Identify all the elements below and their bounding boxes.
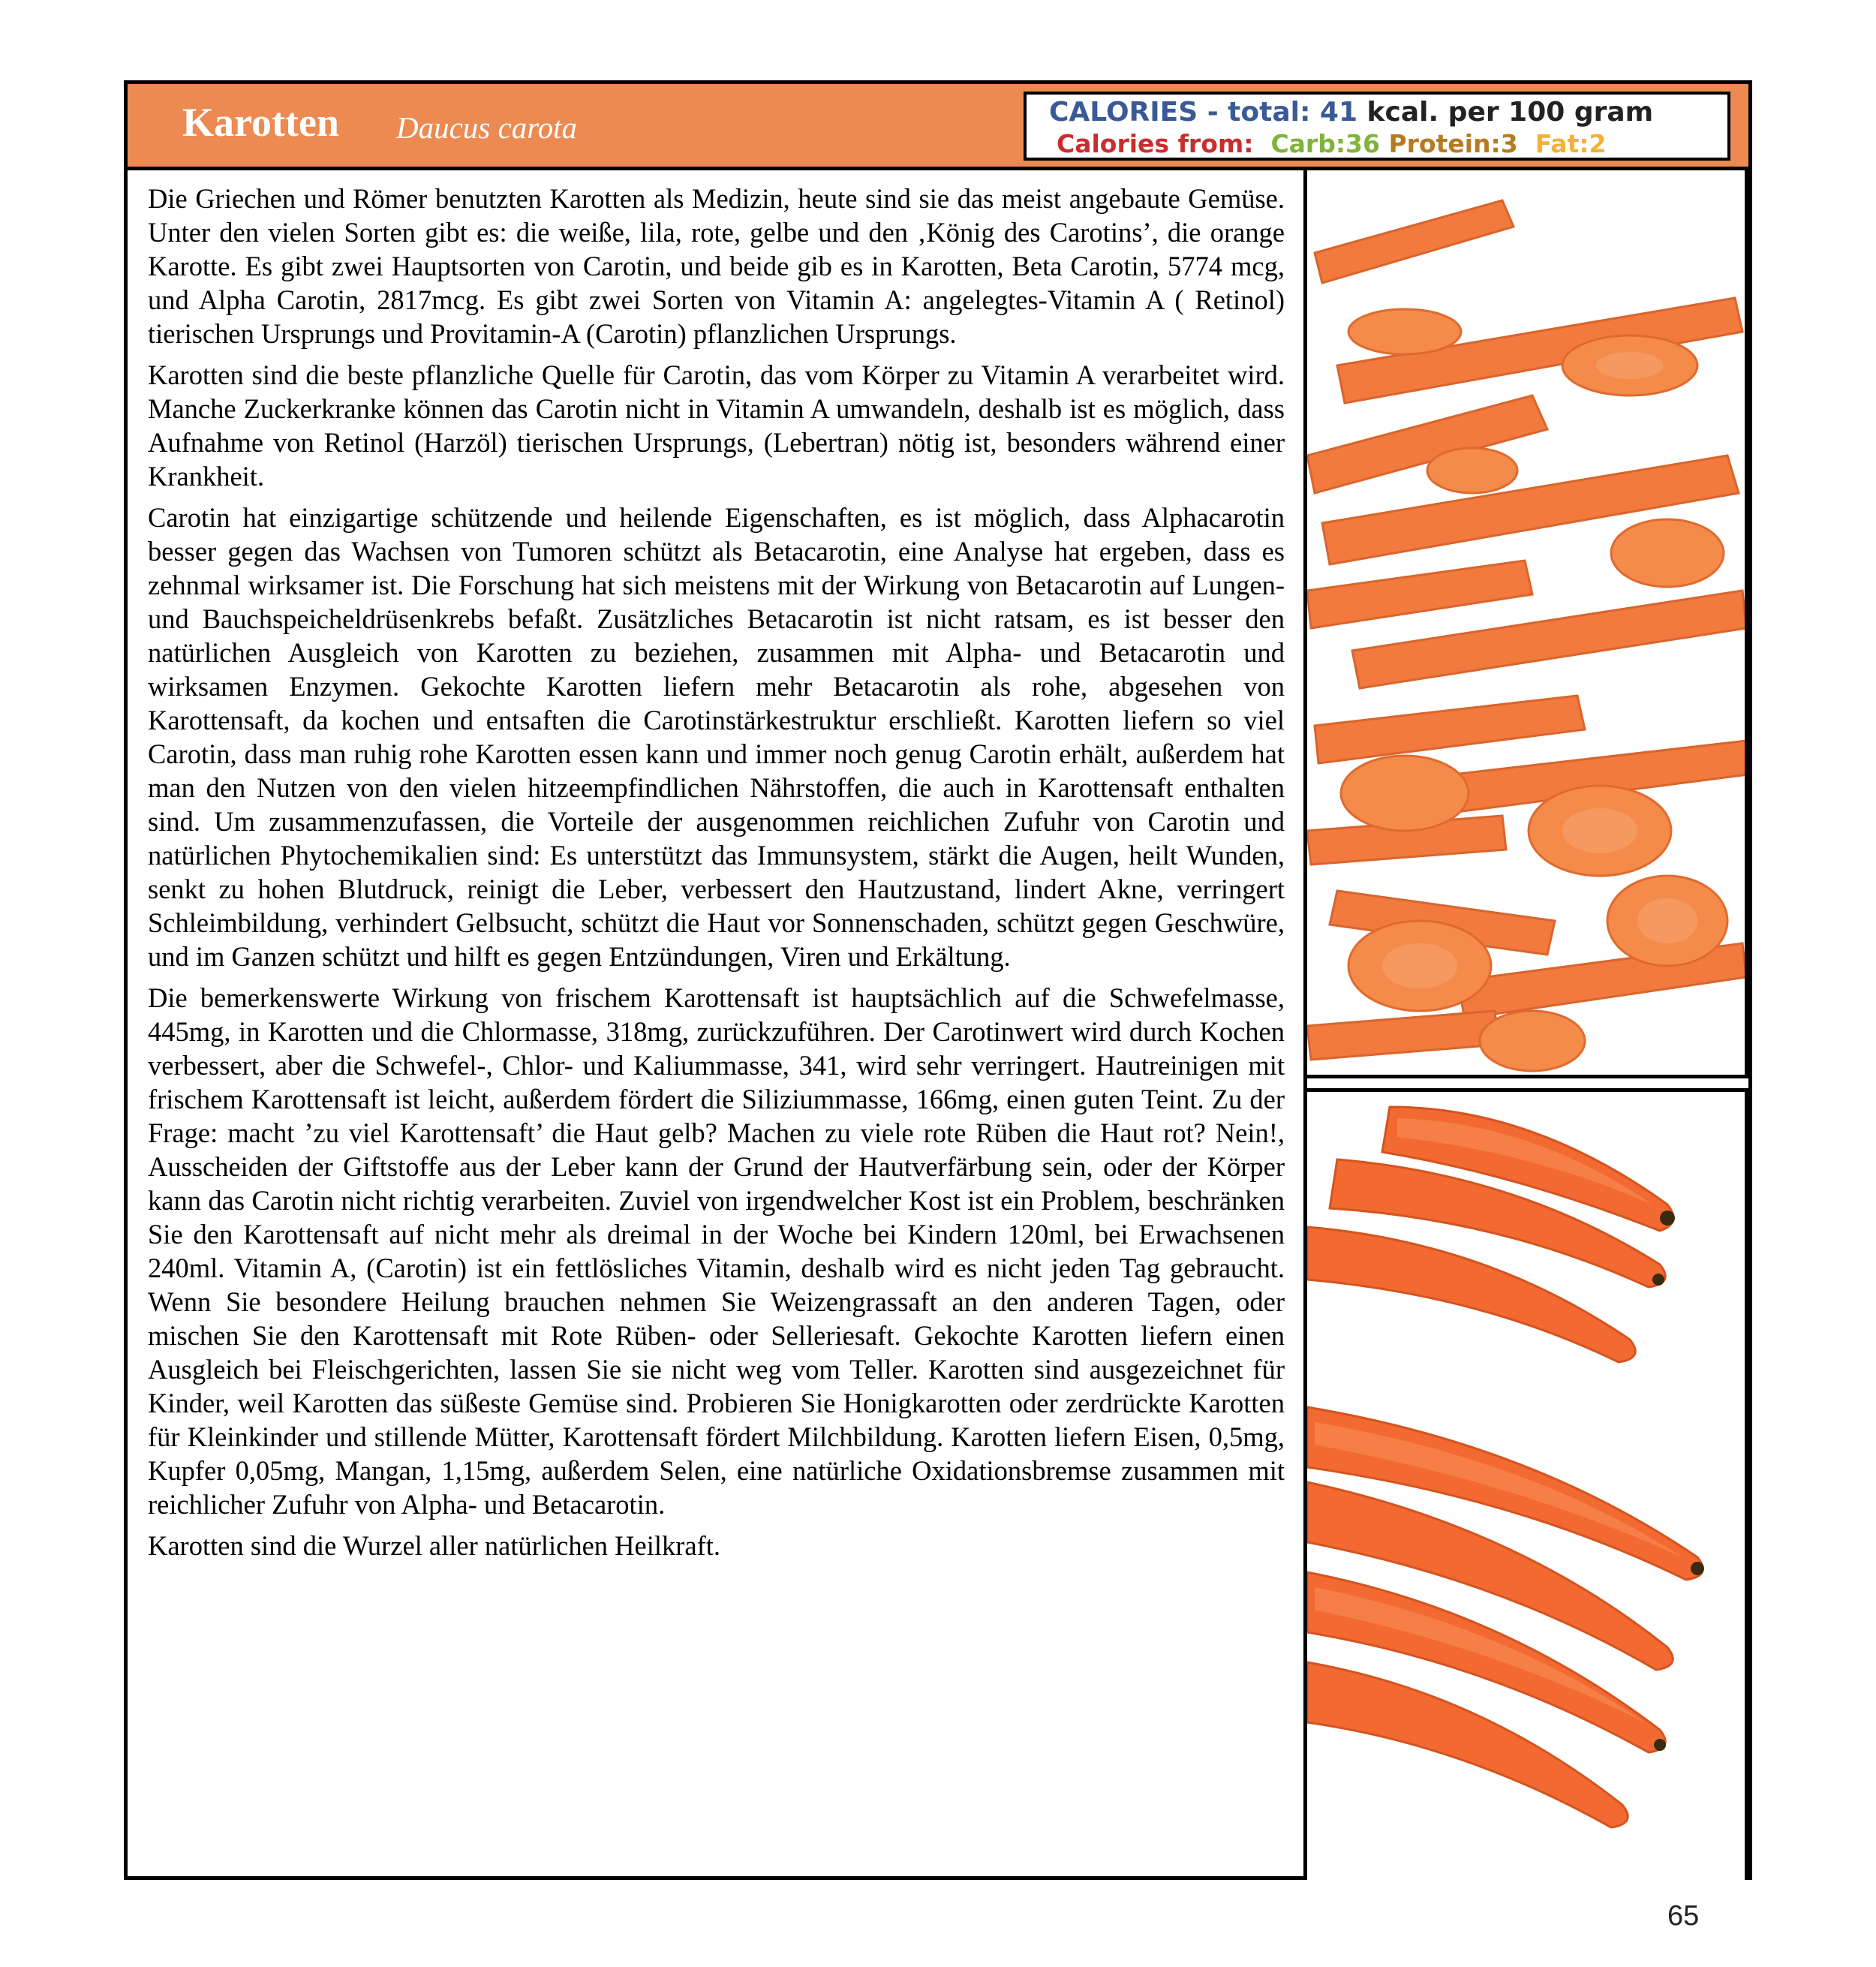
paragraph: Die Griechen und Römer benutzten Karotten als Medizin, heute sind sie das meist angebaute Gemüse. Unter den vielen Sorten gibt es: die weiße, lila, rote, gelbe und den ‚König des Carotins’, die orange Karotte. Es gibt zwei Hauptsorten von Carotin, und beide gib es in Karotten, Beta Carotin, 5774 mcg, und Alpha Carotin, 2817mcg. Es gibt zwei Sorten von Vitamin A: angelegtes-Vitamin A ( Retinol) tierischen Ursprungs und Provitamin-A (Carotin) pflanzlichen Ursprungs. [148, 183, 1285, 349]
calories-breakdown-line [1057, 129, 1607, 158]
paragraph: Carotin hat einzigartige schützende und heilende Eigenschaften, es ist möglich, dass Alphacarotin besser gegen das Wachsen von Tumoren schützt als Betacarotin, eine Analyse hat ergeben, dass es zehnmal wirksamer ist. Die Forschung hat sich meistens mit der Wirkung von Betacarotin auf Lungen- und Bauchspeicheldrüsenkrebs befaßt. Zusätzliches Betacarotin ist nicht ratsam, es ist besser den natürlichen Ausgleich von Karotten zu beziehen, zusammen mit Alpha- und Betacarotin und wirksamen Enzymen. Gekochte Karotten liefern mehr Betacarotin als rohe, abgesehen von Karottensaft, da kochen und entsaften die Carotinstärkestruktur erschließt. Karotten liefern so viel Carotin, dass man ruhig rohe Karotten essen kann und immer noch genug Carotin erhält, außerdem hat man den Nutzen von den vielen hitzeempfindlichen Nährstoffen, die auch in Karottensaft enthalten sind. Um zusammenzufassen, die Vorteile der ausgenommen reichlichen Zufuhr von Carotin und natürlichen Phytochemikalien sind: Es unterstützt das Immunsystem, stärkt die Augen, heilt Wunden, senkt zu hohen Blutdruck, reinigt die Leber, verbessert den Hautzustand, lindert Akne, verringert Schleimbildung, verhindert Gelbsucht, schützt die Haut vor Sonnenschaden, schützt gegen Geschwüre, und im Ganzen schützt und hilft es gegen Entzündungen, Viren und Erkältung. [148, 502, 1285, 972]
cut-carrots-illustration [1307, 170, 1748, 1078]
body-text [148, 182, 1285, 1570]
cut-carrots-photo [1307, 170, 1748, 1078]
calories-box [1024, 92, 1730, 161]
latin-name: Daucus carota [396, 110, 578, 145]
calories-from-label: Calories from: [1057, 129, 1254, 158]
carb-value: Carb:36 [1270, 129, 1380, 158]
paragraph: Karotten sind die beste pflanzliche Quelle für Carotin, das vom Körper zu Vitamin A verarbeitet wird. Manche Zuckerkranke können das Carotin nicht in Vitamin A umwandeln, deshalb ist es möglich, dass Aufnahme von Retinol (Harzöl) tierischen Ursprungs, (Lebertran) nötig ist, besonders während einer Krankheit. [148, 359, 1285, 492]
whole-carrots-photo [1307, 1088, 1748, 1880]
calories-unit: kcal. per 100 gram [1366, 97, 1654, 128]
paragraph: Karotten sind die Wurzel aller natürlichen Heilkraft. [148, 1530, 721, 1561]
page-number: 65 [1667, 1900, 1700, 1932]
page-title: Karotten [182, 100, 339, 145]
header-bar [128, 84, 1748, 170]
fat-value: Fat:2 [1535, 129, 1607, 158]
paragraph: Die bemerkenswerte Wirkung von frischem Karottensaft ist hauptsächlich auf die Schwefelmasse, 445mg, in Karotten und die Chlormasse, 318mg, zurückzuführen. Der Carotinwert wird durch Kochen verbessert, aber die Schwefel-, Chlor- und Kaliummasse, 341, wird sehr verringert. Hautreinigen mit frischem Karottensaft ist leicht, außerdem fördert die Siliziummasse, 166mg, einen guten Teint. Zu der Frage: macht ’zu viel Karottensaft’ die Haut gelb? Machen zu viele rote Rüben die Haut rot? Nein!, Ausscheiden der Giftstoffe aus der Leber kann der Grund der Hautverfärbung sein, oder der Körper kann das Carotin nicht richtig verarbeiten. Zuviel von irgendwelcher Kost ist ein Problem, beschränken Sie den Karottensaft auf nicht mehr als dreimal in der Woche bei Kindern 120ml, bei Erwachsenen 240ml. Vitamin A, (Carotin) ist ein fettlösliches Vitamin, deshalb wird es nicht jeden Tag gebraucht. Wenn Sie besondere Heilung brauchen nehmen Sie Weizengrassaft an den anderen Tagen, oder mischen Sie den Karottensaft mit Rote Rüben- oder Selleriesaft. Gekochte Karotten liefern einen Ausgleich bei Fleischgerichten, lassen Sie sie nicht weg vom Teller. Karotten sind ausgezeichnet für Kinder, weil Karotten das süßeste Gemüse sind. Probieren Sie Honigkarotten oder zerdrückte Karotten für Kleinkinder und stillende Mütter, Karottensaft fördert Milchbildung. Karotten liefern Eisen, 0,5mg, Kupfer 0,05mg, Mangan, 1,15mg, außerdem Selen, eine natürliche Oxidationsbremse zusammen mit reichlicher Zufuhr von Alpha- und Betacarotin. [148, 982, 1285, 1520]
calories-total-line [1049, 97, 1653, 128]
protein-value: Protein:3 [1388, 129, 1518, 158]
calories-total: CALORIES - total: 41 [1049, 97, 1357, 128]
page-frame [124, 80, 1752, 1880]
whole-carrots-illustration [1307, 1092, 1748, 1880]
